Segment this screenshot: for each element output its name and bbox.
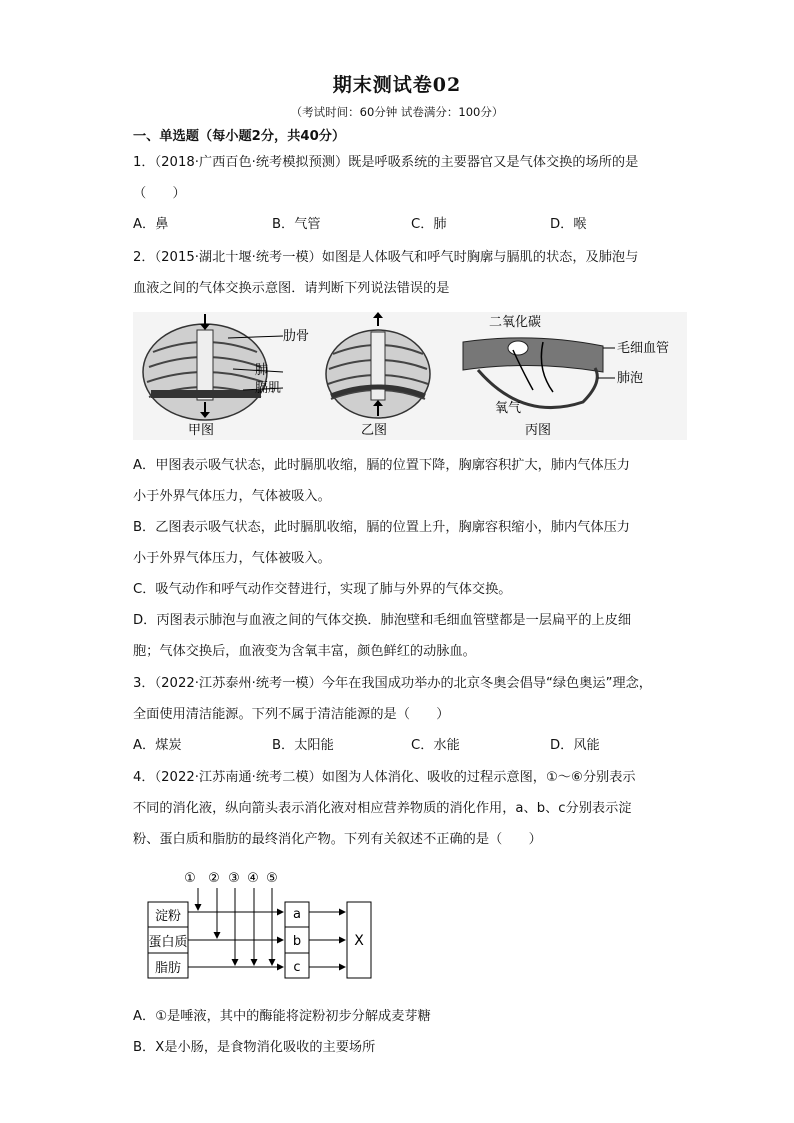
alveolus-diagram: [463, 338, 603, 408]
q2-option-b-line2: 小于外界气体压力，气体被吸入。: [133, 551, 331, 566]
q1-option-c[interactable]: C．肺: [411, 217, 447, 232]
product-a: a: [293, 907, 301, 922]
q1-option-d[interactable]: D．喉: [550, 217, 587, 232]
q1-stem-line2: （ ）: [133, 186, 186, 201]
caption-b: 乙图: [361, 423, 388, 438]
juice-5: ⑤: [266, 871, 278, 886]
breathing-figure-svg: [133, 312, 687, 440]
q3-option-c[interactable]: C．水能: [411, 738, 460, 753]
rib-cage-a: [143, 314, 267, 420]
juice-4: ④: [247, 871, 259, 886]
caption-c: 丙图: [525, 423, 552, 438]
q2-option-c[interactable]: C．吸气动作和呼气动作交替进行，实现了肺与外界的气体交换。: [133, 582, 512, 597]
digestion-diagram-svg: [140, 866, 400, 986]
q2-option-d-line1[interactable]: D．丙图表示肺泡与血液之间的气体交换．肺泡壁和毛细血管壁都是一层扁平的上皮细: [133, 613, 632, 628]
caption-a: 甲图: [188, 423, 215, 438]
label-capillary: 毛细血管: [617, 341, 670, 356]
q4-stem-line1: 4．（2022·江苏南通·统考二模）如图为人体消化、吸收的过程示意图，①～⑥分别表示: [133, 770, 636, 785]
q1-stem-line1: 1．（2018·广西百色·统考模拟预测）既是呼吸系统的主要器官又是气体交换的场所的是: [133, 155, 639, 170]
juice-1: ①: [184, 871, 196, 886]
rib-cage-b: [326, 312, 430, 418]
q1-option-b[interactable]: B．气管: [272, 217, 321, 232]
nutrient-fat: 脂肪: [154, 961, 182, 976]
page-title: 期末测试卷02: [332, 74, 462, 96]
q2-option-a-line1[interactable]: A．甲图表示吸气状态，此时膈肌收缩，膈的位置下降，胸廓容积扩大，肺内气体压力: [133, 458, 630, 473]
q4-stem-line2: 不同的消化液，纵向箭头表示消化液对相应营养物质的消化作用，a、b、c分别表示淀: [133, 801, 632, 816]
q2-option-b-line1[interactable]: B．乙图表示吸气状态，此时膈肌收缩，膈的位置上升，胸廓容积缩小，肺内气体压力: [133, 520, 630, 535]
juice-2: ②: [208, 871, 220, 886]
q3-option-d[interactable]: D．风能: [550, 738, 600, 753]
product-c: c: [293, 960, 301, 975]
label-co2: 二氧化碳: [489, 315, 542, 330]
nutrient-protein: 蛋白质: [148, 935, 188, 950]
label-diaphragm: 膈肌: [255, 381, 282, 396]
nutrient-starch: 淀粉: [154, 909, 182, 924]
digestion-diagram: [140, 866, 400, 986]
q3-stem-line2: 全面使用清洁能源。下列不属于清洁能源的是（ ）: [133, 707, 450, 722]
q3-option-b[interactable]: B．太阳能: [272, 738, 334, 753]
breathing-figure: [133, 312, 687, 440]
product-b: b: [292, 934, 302, 949]
q2-stem-line1: 2．（2015·湖北十堰·统考一模）如图是人体吸气和呼气时胸廓与膈肌的状态，及肺泡与: [133, 250, 639, 265]
exam-info: （考试时间：60分钟 试卷满分：100分）: [290, 105, 504, 119]
juice-3: ③: [228, 871, 240, 886]
q3-option-a[interactable]: A．煤炭: [133, 738, 182, 753]
q4-stem-line3: 粉、蛋白质和脂肪的最终消化产物。下列有关叙述不正确的是（ ）: [133, 832, 542, 847]
q2-stem-line2: 血液之间的气体交换示意图．请判断下列说法错误的是: [133, 281, 450, 296]
organ-x: X: [354, 933, 364, 949]
label-alveolus: 肺泡: [617, 371, 644, 386]
label-rib: 肋骨: [283, 329, 310, 344]
q4-option-b[interactable]: B．X是小肠，是食物消化吸收的主要场所: [133, 1040, 376, 1055]
label-lung: 肺: [255, 363, 269, 378]
section-heading: 一、单选题（每小题2分，共40分）: [133, 129, 346, 144]
q2-option-a-line2: 小于外界气体压力，气体被吸入。: [133, 489, 331, 504]
q2-option-d-line2: 胞；气体交换后，血液变为含氧丰富，颜色鲜红的动脉血。: [133, 644, 476, 659]
q1-option-a[interactable]: A．鼻: [133, 217, 169, 232]
label-o2: 氧气: [495, 401, 522, 416]
q3-stem-line1: 3．（2022·江苏泰州·统考一模）今年在我国成功举办的北京冬奥会倡导“绿色奥运”理念，: [133, 676, 652, 691]
q4-option-a[interactable]: A．①是唾液，其中的酶能将淀粉初步分解成麦芽糖: [133, 1009, 431, 1024]
